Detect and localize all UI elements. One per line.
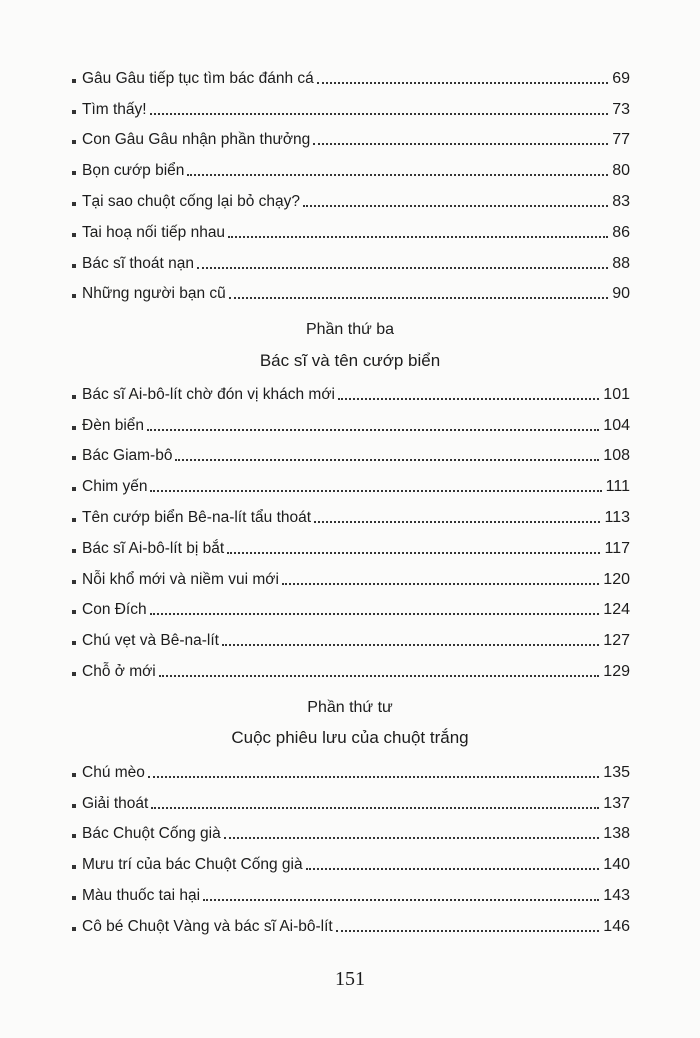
toc-entry-page: 140 [603, 856, 630, 874]
toc-list-section-1 [72, 58, 630, 304]
dot-leader [187, 174, 608, 176]
toc-entry-page: 73 [612, 100, 630, 118]
toc-entry-page: 120 [603, 570, 630, 588]
toc-entry [72, 590, 630, 621]
toc-entry [72, 58, 630, 89]
toc-entry-page: 80 [612, 162, 630, 180]
toc-entry [72, 89, 630, 120]
toc-entry [72, 783, 630, 814]
toc-entry [72, 620, 630, 651]
bullet-icon [72, 518, 76, 522]
part-3-title: Bác sĩ và tên cướp biển [259, 351, 441, 370]
dot-leader [313, 143, 608, 145]
toc-entry [72, 181, 630, 212]
toc-entry-title: Chú vẹt và Bê-na-lít [82, 632, 219, 650]
bullet-icon [72, 79, 76, 83]
toc-entry [72, 243, 630, 274]
toc-entry [72, 844, 630, 875]
bullet-icon [72, 140, 76, 144]
dot-leader [314, 521, 600, 523]
bullet-icon [72, 487, 76, 491]
toc-entry [72, 651, 630, 682]
toc-entry-title: Bác sĩ thoát nạn [82, 254, 195, 272]
dot-leader [150, 113, 609, 115]
bullet-icon [72, 672, 76, 676]
toc-entry [72, 528, 630, 559]
part-4-title: Cuộc phiêu lưu của chuột trắng [231, 728, 469, 747]
toc-entry-page: 129 [603, 662, 630, 680]
toc-entry [72, 405, 630, 436]
dot-leader [222, 644, 599, 646]
toc-entry [72, 466, 630, 497]
toc-entry-page: 86 [612, 223, 630, 241]
toc-entry [72, 212, 630, 243]
toc-entry-title: Nỗi khổ mới và niềm vui mới [82, 570, 279, 588]
toc-entry-title: Đèn biển [82, 416, 145, 434]
toc-entry-title: Những người bạn cũ [82, 285, 226, 303]
toc-list-part-3 [72, 374, 630, 682]
toc-entry-page: 146 [603, 917, 630, 935]
bullet-icon [72, 927, 76, 931]
bullet-icon [72, 233, 76, 237]
dot-leader [147, 429, 599, 431]
dot-leader [151, 807, 599, 809]
bullet-icon [72, 426, 76, 430]
bullet-icon [72, 834, 76, 838]
toc-entry-page: 101 [603, 385, 630, 403]
toc-entry-page: 127 [603, 632, 630, 650]
toc-entry-page: 137 [603, 794, 630, 812]
dot-leader [197, 267, 608, 269]
toc-entry-title: Chỗ ở mới [82, 662, 156, 680]
dot-leader [150, 613, 600, 615]
toc-entry [72, 906, 630, 937]
toc-entry-title: Tại sao chuột cống lại bỏ chạy? [82, 192, 300, 210]
toc-entry [72, 752, 630, 783]
bullet-icon [72, 171, 76, 175]
bullet-icon [72, 896, 76, 900]
toc-entry-title: Tên cướp biển Bê-na-lít tẩu thoát [82, 508, 312, 526]
bullet-icon [72, 294, 76, 298]
toc-entry-page: 113 [604, 508, 630, 526]
dot-leader [229, 297, 608, 299]
toc-entry-title: Màu thuốc tai hại [82, 886, 201, 904]
dot-leader [303, 205, 608, 207]
dot-leader [148, 776, 599, 778]
toc-entry-title: Gâu Gâu tiếp tục tìm bác đánh cá [82, 69, 314, 87]
toc-entry-title: Con Gâu Gâu nhận phần thưởng [82, 131, 311, 149]
part-3-heading: Phần thứ ba [305, 321, 395, 338]
toc-entry-title: Mưu trí của bác Chuột Cống già [82, 856, 303, 874]
toc-entry-page: 108 [603, 447, 630, 465]
toc-entry [72, 374, 630, 405]
toc-entry-title: Tìm thấy! [82, 100, 147, 118]
bullet-icon [72, 865, 76, 869]
toc-entry-page: 117 [604, 539, 630, 557]
toc-entry-title: Tai hoạ nối tiếp nhau [82, 223, 226, 241]
toc-entry-title: Chim yến [82, 478, 148, 496]
bullet-icon [72, 804, 76, 808]
toc-entry-page: 83 [612, 192, 630, 210]
bullet-icon [72, 549, 76, 553]
toc-entry-title: Bác Giam-bô [82, 447, 173, 465]
toc-entry-page: 124 [603, 601, 630, 619]
toc-entry-page: 104 [603, 416, 630, 434]
bullet-icon [72, 456, 76, 460]
toc-entry-page: 135 [603, 763, 630, 781]
bullet-icon [72, 773, 76, 777]
toc-entry-title: Cô bé Chuột Vàng và bác sĩ Ai-bô-lít [82, 917, 333, 935]
toc-entry-title: Bọn cướp biển [82, 162, 185, 180]
toc-entry [72, 814, 630, 845]
dot-leader [175, 459, 599, 461]
toc-entry [72, 150, 630, 181]
toc-entry [72, 436, 630, 467]
dot-leader [317, 82, 608, 84]
toc-entry-page: 138 [603, 825, 630, 843]
dot-leader [282, 583, 599, 585]
toc-entry-title: Bác Chuột Cống già [82, 825, 221, 843]
part-4-heading: Phần thứ tư [307, 699, 393, 716]
toc-entry-page: 77 [612, 131, 630, 149]
dot-leader [336, 930, 600, 932]
dot-leader [338, 398, 599, 400]
dot-leader [203, 899, 599, 901]
toc-entry-title: Giải thoát [82, 794, 149, 812]
page-number: 151 [335, 968, 365, 990]
toc-entry [72, 120, 630, 151]
dot-leader [159, 675, 600, 677]
toc-entry [72, 875, 630, 906]
toc-entry-title: Bác sĩ Ai-bô-lít chờ đón vị khách mới [82, 385, 335, 403]
dot-leader [150, 490, 601, 492]
bullet-icon [72, 202, 76, 206]
toc-entry-title: Bác sĩ Ai-bô-lít bị bắt [82, 539, 225, 557]
toc-entry-page: 88 [612, 254, 630, 272]
dot-leader [227, 552, 600, 554]
dot-leader [228, 236, 608, 238]
toc-entry-page: 111 [605, 478, 630, 496]
bullet-icon [72, 641, 76, 645]
toc-entry [72, 497, 630, 528]
toc-entry-title: Con Đích [82, 601, 147, 619]
toc-list-part-4 [72, 752, 630, 937]
toc-entry-page: 90 [612, 285, 630, 303]
bullet-icon [72, 395, 76, 399]
bullet-icon [72, 264, 76, 268]
bullet-icon [72, 610, 76, 614]
dot-leader [306, 868, 600, 870]
toc-entry [72, 559, 630, 590]
bullet-icon [72, 110, 76, 114]
toc-entry-page: 69 [612, 69, 630, 87]
toc-entry [72, 274, 630, 305]
bullet-icon [72, 580, 76, 584]
toc-entry-title: Chú mèo [82, 763, 145, 781]
toc-entry-page: 143 [603, 886, 630, 904]
dot-leader [224, 837, 600, 839]
